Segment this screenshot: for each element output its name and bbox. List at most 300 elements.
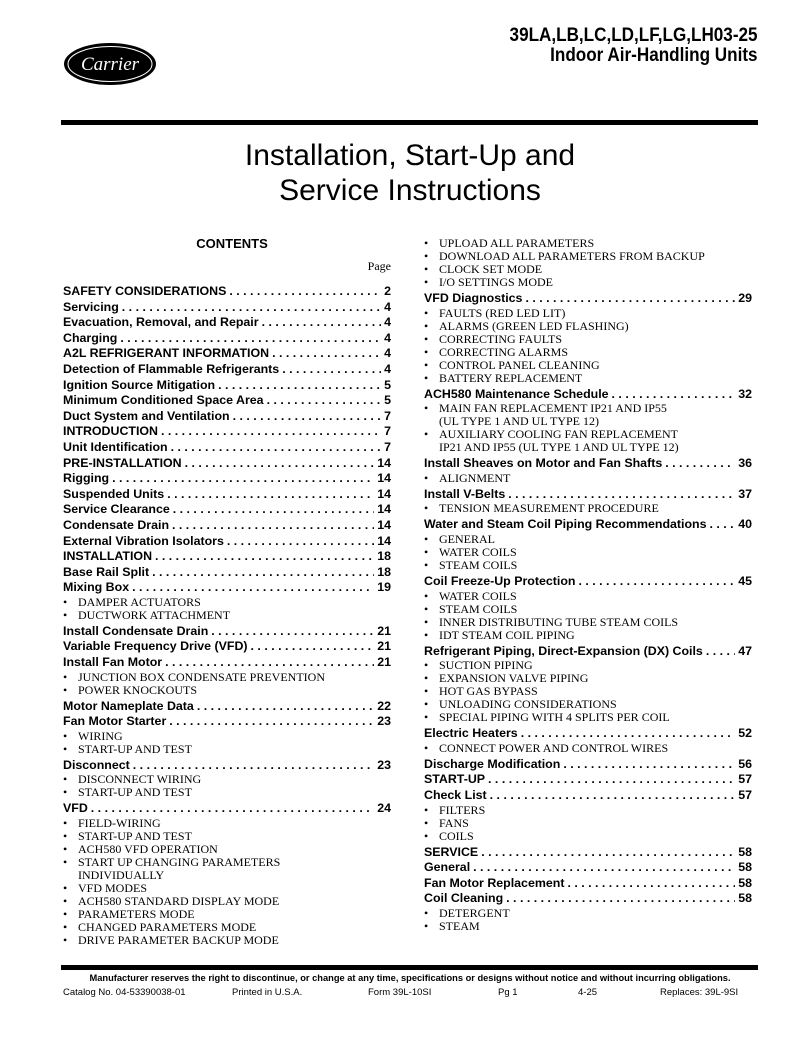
- toc-entry-page: 57: [738, 772, 752, 787]
- toc-subentry-continuation: (UL TYPE 1 AND UL TYPE 12): [439, 414, 599, 429]
- toc-subentry-title: DOWNLOAD ALL PARAMETERS FROM BACKUP: [439, 249, 705, 263]
- toc-subentry-continuation: INDIVIDUALLY: [78, 868, 165, 883]
- bullet-icon: •: [63, 816, 68, 831]
- toc-entry-page: 2: [384, 284, 391, 298]
- toc-entry[interactable]: [63, 624, 391, 640]
- toc-entry-title: Discharge Modification: [424, 756, 561, 771]
- toc-entry-page: 45: [738, 573, 752, 588]
- toc-entry[interactable]: [63, 801, 391, 817]
- toc-entry-page: 36: [738, 456, 752, 471]
- toc-subentry-title: CHANGED PARAMETERS MODE: [78, 920, 257, 935]
- contents-left-column: [63, 236, 391, 947]
- toc-entry-page: 7: [384, 408, 391, 423]
- toc-entry-title: SERVICE: [424, 844, 479, 859]
- toc-entry-title: Coil Cleaning: [424, 891, 504, 906]
- dot-leader: [706, 644, 735, 660]
- toc-entry-title: Evacuation, Removal, and Repair: [63, 315, 259, 330]
- toc-entry-title: Condensate Drain: [63, 517, 170, 532]
- dot-leader: [185, 456, 375, 472]
- toc-entry-title: Service Clearance: [63, 502, 170, 517]
- replaces: Replaces: 39L-9SI: [660, 987, 739, 998]
- toc-entry[interactable]: [424, 644, 752, 660]
- toc-subentry[interactable]: [424, 502, 752, 515]
- toc-subentry-title: WIRING: [78, 728, 123, 743]
- bullet-icon: •: [424, 905, 429, 920]
- toc-subentry-title: CORRECTING FAULTS: [439, 331, 563, 346]
- toc-subentry-title: COILS: [439, 828, 474, 843]
- bullet-icon: •: [424, 684, 429, 699]
- toc-entry[interactable]: [63, 471, 391, 487]
- toc-entry[interactable]: [63, 331, 391, 347]
- toc-entry-title: VFD: [63, 801, 88, 816]
- dot-leader: [251, 639, 375, 655]
- page-column-label: Page: [367, 259, 391, 273]
- toc-subentry-title: SUCTION PIPING: [439, 658, 533, 673]
- dot-leader: [133, 758, 374, 774]
- dot-leader: [172, 518, 374, 534]
- toc-subentry-title: INNER DISTRIBUTING TUBE STEAM COILS: [439, 614, 679, 629]
- toc-entry-page: 14: [377, 471, 391, 486]
- bullet-icon: •: [63, 785, 68, 800]
- toc-subentry[interactable]: [424, 629, 752, 642]
- disclaimer: Manufacturer reserves the right to discontinue, or change at any time, specifications or designs without notice and without incurring obligations.: [89, 973, 731, 983]
- dot-leader: [267, 393, 382, 409]
- footer-rule: [61, 965, 758, 970]
- toc-subentry-title: GENERAL: [439, 531, 495, 546]
- toc-entry-title: Suspended Units: [63, 486, 165, 501]
- toc-entry-page: 14: [377, 517, 391, 532]
- bullet-icon: •: [424, 601, 429, 616]
- bullet-icon: •: [424, 427, 429, 442]
- dot-leader: [155, 549, 374, 565]
- toc-entry-page: 18: [377, 564, 391, 579]
- revision-date: 4-25: [578, 987, 598, 998]
- carrier-logo: [63, 42, 157, 86]
- toc-subentry-title: IDT STEAM COIL PIPING: [439, 627, 575, 642]
- header-rule: [61, 120, 758, 125]
- toc-subentry-title: STEAM: [439, 918, 480, 933]
- toc-entry-title: INSTALLATION: [63, 549, 153, 564]
- toc-entry-page: 7: [384, 439, 391, 454]
- toc-entry[interactable]: [63, 456, 391, 472]
- toc-subentry-title: START UP CHANGING PARAMETERS: [78, 855, 281, 870]
- toc-subentry-title: PARAMETERS MODE: [78, 907, 195, 922]
- catalog-number: Catalog No. 04-53390038-01: [63, 987, 186, 998]
- bullet-icon: •: [424, 249, 429, 263]
- toc-entry-title: Disconnect: [63, 757, 130, 772]
- bullet-icon: •: [63, 920, 68, 935]
- toc-entry-page: 4: [384, 315, 391, 330]
- toc-subentry-title: DISCONNECT WIRING: [78, 772, 202, 787]
- toc-entry-title: ACH580 Maintenance Schedule: [424, 386, 609, 401]
- toc-entry[interactable]: [424, 772, 752, 788]
- toc-subentry-title: DAMPER ACTUATORS: [78, 594, 201, 609]
- bullet-icon: •: [424, 658, 429, 673]
- toc-entry-title: INTRODUCTION: [63, 424, 158, 439]
- toc-entry[interactable]: [63, 714, 391, 730]
- toc-entry[interactable]: [63, 639, 391, 655]
- toc-entry-title: Fan Motor Starter: [63, 714, 167, 729]
- toc-entry-page: 14: [377, 455, 391, 470]
- toc-entry[interactable]: [63, 440, 391, 456]
- toc-subentry[interactable]: [424, 472, 752, 485]
- dot-leader: [665, 456, 735, 472]
- toc-subentry[interactable]: [63, 786, 391, 799]
- toc-entry[interactable]: [63, 699, 391, 715]
- dot-leader: [173, 502, 374, 518]
- toc-entry-title: Unit Identification: [63, 439, 168, 454]
- toc-entry-title: Charging: [63, 330, 118, 345]
- toc-entry[interactable]: [63, 580, 391, 596]
- document-header: [510, 26, 758, 66]
- toc-entry[interactable]: [424, 726, 752, 742]
- toc-entry-page: 24: [377, 801, 391, 816]
- toc-entry-page: 5: [384, 393, 391, 408]
- toc-subentry-title: START-UP AND TEST: [78, 741, 192, 756]
- toc-entry[interactable]: [63, 549, 391, 565]
- toc-subentry-title: DUCTWORK ATTACHMENT: [78, 607, 231, 622]
- toc-entry-page: 37: [738, 486, 752, 501]
- toc-entry-page: 7: [384, 424, 391, 439]
- toc-entry[interactable]: [424, 788, 752, 804]
- toc-entry-page: 14: [377, 486, 391, 501]
- svg-text:Carrier: Carrier: [80, 54, 140, 75]
- dot-leader: [233, 409, 381, 425]
- dot-leader: [481, 845, 735, 861]
- bullet-icon: •: [424, 262, 429, 276]
- bullet-icon: •: [63, 881, 68, 896]
- toc-entry-page: 4: [384, 330, 391, 345]
- bullet-icon: •: [63, 607, 68, 622]
- dot-leader: [521, 726, 736, 742]
- toc-subentry-title: DETERGENT: [439, 905, 510, 920]
- toc-entry[interactable]: [63, 300, 391, 316]
- toc-entry-title: VFD Diagnostics: [424, 291, 523, 305]
- toc-entry-title: Detection of Flammable Refrigerants: [63, 361, 280, 376]
- bullet-icon: •: [424, 305, 429, 320]
- toc-entry-title: Minimum Conditioned Space Area: [63, 393, 264, 408]
- toc-subentry-title: FIELD-WIRING: [78, 816, 161, 831]
- toc-subentry-title: CORRECTING ALARMS: [439, 344, 569, 359]
- toc-entry-title: Base Rail Split: [63, 564, 150, 579]
- toc-entry[interactable]: [63, 534, 391, 550]
- toc-entry-page: 52: [738, 726, 752, 741]
- toc-entry-title: Install V-Belts: [424, 486, 506, 501]
- toc-entry-page: 23: [377, 757, 391, 772]
- dot-leader: [167, 487, 374, 503]
- toc-entry[interactable]: [63, 758, 391, 774]
- toc-subentry-title: CLOCK SET MODE: [439, 262, 543, 276]
- bullet-icon: •: [424, 544, 429, 559]
- toc-entry-page: 23: [377, 714, 391, 729]
- toc-subentry[interactable]: [63, 934, 391, 947]
- page-number: Pg 1: [498, 987, 518, 998]
- toc-subentry-title: POWER KNOCKOUTS: [78, 682, 198, 697]
- product-subtitle: Indoor Air-Handling Units: [550, 45, 758, 66]
- dot-leader: [272, 346, 381, 362]
- toc-entry[interactable]: [424, 291, 752, 307]
- toc-subentry[interactable]: [424, 372, 752, 385]
- toc-entry-title: Check List: [424, 787, 487, 802]
- toc-entry-title: SAFETY CONSIDERATIONS: [63, 284, 227, 298]
- bullet-icon: •: [424, 828, 429, 843]
- dot-leader: [152, 565, 374, 581]
- toc-entry[interactable]: [63, 518, 391, 534]
- toc-subentry-title: CONTROL PANEL CLEANING: [439, 357, 600, 372]
- form-number: Form 39L-10SI: [368, 987, 432, 998]
- bullet-icon: •: [424, 697, 429, 712]
- toc-subentry-title: CONNECT POWER AND CONTROL WIRES: [439, 740, 669, 755]
- bullet-icon: •: [424, 331, 429, 346]
- toc-entry-page: 56: [738, 756, 752, 771]
- dot-leader: [490, 788, 736, 804]
- toc-subentry[interactable]: [424, 742, 752, 755]
- title-line-2: Service Instructions: [279, 174, 541, 207]
- dot-leader: [506, 891, 735, 907]
- toc-entry-title: Servicing: [63, 299, 119, 314]
- dot-leader: [91, 801, 374, 817]
- bullet-icon: •: [63, 842, 68, 857]
- bullet-icon: •: [424, 344, 429, 359]
- contents-right-column: [424, 237, 752, 933]
- toc-entry[interactable]: [63, 393, 391, 409]
- toc-subentry-title: FAULTS (RED LED LIT): [439, 305, 566, 320]
- toc-subentry[interactable]: [63, 684, 391, 697]
- toc-subentry[interactable]: [424, 402, 752, 428]
- toc-subentry-title: WATER COILS: [439, 588, 517, 603]
- toc-subentry-title: WATER COILS: [439, 544, 517, 559]
- dot-leader: [169, 714, 374, 730]
- toc-subentry-title: I/O SETTINGS MODE: [439, 275, 553, 289]
- dot-leader: [211, 624, 374, 640]
- toc-subentry[interactable]: [424, 428, 752, 454]
- toc-entry[interactable]: [63, 424, 391, 440]
- toc-entry-title: Duct System and Ventilation: [63, 408, 230, 423]
- toc-subentry-continuation: IP21 AND IP55 (UL TYPE 1 AND UL TYPE 12): [439, 440, 679, 455]
- toc-entry-title: Install Condensate Drain: [63, 623, 209, 638]
- toc-subentry[interactable]: [63, 743, 391, 756]
- bullet-icon: •: [424, 740, 429, 755]
- toc-entry-title: PRE-INSTALLATION: [63, 455, 182, 470]
- bullet-icon: •: [63, 894, 68, 909]
- dot-leader: [165, 655, 374, 671]
- dot-leader: [262, 315, 382, 331]
- toc-entry-title: Variable Frequency Drive (VFD): [63, 639, 248, 654]
- dot-leader: [567, 876, 735, 892]
- dot-leader: [525, 291, 735, 307]
- toc-entry[interactable]: [63, 284, 391, 300]
- bullet-icon: •: [424, 275, 429, 289]
- toc-entry-title: Install Sheaves on Motor and Fan Shafts: [424, 456, 663, 471]
- toc-subentry[interactable]: [63, 856, 391, 882]
- bullet-icon: •: [63, 669, 68, 684]
- toc-subentry-title: FILTERS: [439, 802, 486, 817]
- toc-subentry[interactable]: [424, 804, 752, 817]
- toc-entry[interactable]: [63, 378, 391, 394]
- toc-entry[interactable]: [63, 362, 391, 378]
- dot-leader: [710, 517, 736, 533]
- dot-leader: [508, 487, 735, 503]
- toc-subentry[interactable]: [424, 559, 752, 572]
- toc-entry-page: 18: [377, 549, 391, 564]
- bullet-icon: •: [424, 588, 429, 603]
- toc-entry[interactable]: [63, 565, 391, 581]
- toc-entry-page: 21: [377, 623, 391, 638]
- toc-entry[interactable]: [424, 891, 752, 907]
- toc-entry-page: 14: [377, 502, 391, 517]
- toc-entry-page: 4: [384, 361, 391, 376]
- toc-entry-title: START-UP: [424, 772, 486, 787]
- bullet-icon: •: [63, 907, 68, 922]
- toc-entry-title: A2L REFRIGERANT INFORMATION: [63, 346, 270, 361]
- title-line-1: Installation, Start-Up and: [244, 139, 576, 172]
- toc-subentry[interactable]: [424, 830, 752, 843]
- dot-leader: [473, 860, 735, 876]
- toc-entry[interactable]: [63, 487, 391, 503]
- toc-entry-page: 4: [384, 299, 391, 314]
- bullet-icon: •: [424, 501, 429, 516]
- toc-subentry-title: TENSION MEASUREMENT PROCEDURE: [439, 501, 659, 516]
- dot-leader: [197, 699, 374, 715]
- dot-leader: [218, 378, 381, 394]
- toc-subentry[interactable]: [424, 276, 752, 289]
- bullet-icon: •: [424, 370, 429, 385]
- toc-entry-page: 5: [384, 377, 391, 392]
- toc-subentry-title: SPECIAL PIPING WITH 4 SPLITS PER COIL: [439, 710, 670, 725]
- dot-leader: [488, 772, 735, 788]
- bullet-icon: •: [424, 401, 429, 416]
- toc-subentry-title: ALARMS (GREEN LED FLASHING): [439, 318, 629, 333]
- toc-entry-page: 29: [738, 291, 752, 305]
- toc-subentry-title: ACH580 STANDARD DISPLAY MODE: [78, 894, 280, 909]
- toc-entry-title: Coil Freeze-Up Protection: [424, 573, 576, 588]
- bullet-icon: •: [424, 470, 429, 485]
- toc-entry[interactable]: [424, 845, 752, 861]
- bullet-icon: •: [424, 671, 429, 686]
- toc-entry[interactable]: [424, 456, 752, 472]
- toc-entry[interactable]: [424, 757, 752, 773]
- toc-entry-page: 19: [377, 580, 391, 595]
- toc-entry-page: 4: [384, 346, 391, 361]
- toc-entry[interactable]: [63, 502, 391, 518]
- dot-leader: [161, 424, 381, 440]
- dot-leader: [227, 534, 374, 550]
- dot-leader: [120, 331, 381, 347]
- toc-subentry[interactable]: [424, 920, 752, 933]
- toc-entry-page: 40: [738, 517, 752, 532]
- dot-leader: [171, 440, 381, 456]
- toc-entry-page: 14: [377, 533, 391, 548]
- toc-entry[interactable]: [424, 876, 752, 892]
- toc-subentry-title: MAIN FAN REPLACEMENT IP21 AND IP55: [439, 401, 667, 416]
- toc-subentry-title: STEAM COILS: [439, 601, 518, 616]
- toc-entry-page: 58: [738, 844, 752, 859]
- toc-entry-title: Rigging: [63, 471, 110, 486]
- dot-leader: [282, 362, 381, 378]
- toc-subentry-title: UNLOADING CONSIDERATIONS: [439, 697, 617, 712]
- toc-entry-page: 58: [738, 875, 752, 890]
- dot-leader: [132, 580, 374, 596]
- toc-entry-page: 22: [377, 698, 391, 713]
- bullet-icon: •: [63, 728, 68, 743]
- toc-subentry-title: JUNCTION BOX CONDENSATE PREVENTION: [78, 669, 325, 684]
- toc-entry-title: Mixing Box: [63, 580, 130, 595]
- toc-entry[interactable]: [63, 315, 391, 331]
- toc-entry-page: 57: [738, 787, 752, 802]
- toc-subentry-title: START-UP AND TEST: [78, 829, 192, 844]
- printed-in: Printed in U.S.A.: [232, 987, 303, 998]
- toc-entry[interactable]: [424, 517, 752, 533]
- dot-leader: [229, 284, 381, 300]
- toc-entry-title: Refrigerant Piping, Direct-Expansion (DX) Coils: [424, 643, 703, 658]
- toc-entry-page: 21: [377, 639, 391, 654]
- bullet-icon: •: [424, 236, 429, 250]
- toc-entry[interactable]: [424, 387, 752, 403]
- toc-entry-title: Ignition Source Mitigation: [63, 377, 216, 392]
- bullet-icon: •: [63, 682, 68, 697]
- toc-subentry-title: AUXILIARY COOLING FAN REPLACEMENT: [439, 427, 678, 442]
- bullet-icon: •: [424, 557, 429, 572]
- toc-subentry-title: START-UP AND TEST: [78, 785, 192, 800]
- toc-entry-title: Fan Motor Replacement: [424, 875, 565, 890]
- toc-subentry-title: DRIVE PARAMETER BACKUP MODE: [78, 933, 279, 948]
- model-numbers: 39LA,LB,LC,LD,LF,LG,LH03-25: [510, 25, 758, 46]
- bullet-icon: •: [424, 614, 429, 629]
- bullet-icon: •: [63, 594, 68, 609]
- bullet-icon: •: [424, 531, 429, 546]
- contents-heading: CONTENTS: [196, 236, 268, 251]
- toc-subentry-title: STEAM COILS: [439, 557, 518, 572]
- dot-leader: [612, 387, 736, 403]
- toc-entry-title: General: [424, 860, 471, 875]
- toc-entry[interactable]: [424, 860, 752, 876]
- bullet-icon: •: [424, 357, 429, 372]
- toc-subentry[interactable]: [424, 711, 752, 724]
- toc-subentry-title: BATTERY REPLACEMENT: [439, 370, 583, 385]
- toc-subentry-title: ACH580 VFD OPERATION: [78, 842, 218, 857]
- bullet-icon: •: [424, 815, 429, 830]
- toc-subentry-title: VFD MODES: [78, 881, 148, 896]
- bullet-icon: •: [63, 855, 68, 870]
- toc-entry[interactable]: [424, 574, 752, 590]
- toc-subentry-title: UPLOAD ALL PARAMETERS: [439, 236, 595, 250]
- toc-entry[interactable]: [63, 655, 391, 671]
- toc-entry[interactable]: [424, 487, 752, 503]
- toc-subentry-title: HOT GAS BYPASS: [439, 684, 538, 699]
- toc-entry-page: 58: [738, 860, 752, 875]
- page-title: [0, 138, 802, 208]
- dot-leader: [122, 300, 381, 316]
- toc-subentry-title: EXPANSION VALVE PIPING: [439, 671, 589, 686]
- bullet-icon: •: [63, 772, 68, 787]
- toc-entry-title: External Vibration Isolators: [63, 533, 224, 548]
- toc-entry-title: Electric Heaters: [424, 726, 518, 741]
- toc-entry[interactable]: [63, 409, 391, 425]
- toc-entry-title: Water and Steam Coil Piping Recommendations: [424, 517, 707, 532]
- bullet-icon: •: [424, 627, 429, 642]
- toc-entry-page: 58: [738, 891, 752, 906]
- toc-subentry-title: ALIGNMENT: [439, 470, 511, 485]
- dot-leader: [563, 757, 735, 773]
- bullet-icon: •: [424, 318, 429, 333]
- bullet-icon: •: [63, 933, 68, 948]
- toc-entry-page: 32: [738, 386, 752, 401]
- bullet-icon: •: [424, 802, 429, 817]
- toc-entry[interactable]: [63, 346, 391, 362]
- toc-entry-title: Install Fan Motor: [63, 655, 163, 670]
- toc-subentry-title: FANS: [439, 815, 469, 830]
- toc-subentry[interactable]: [63, 609, 391, 622]
